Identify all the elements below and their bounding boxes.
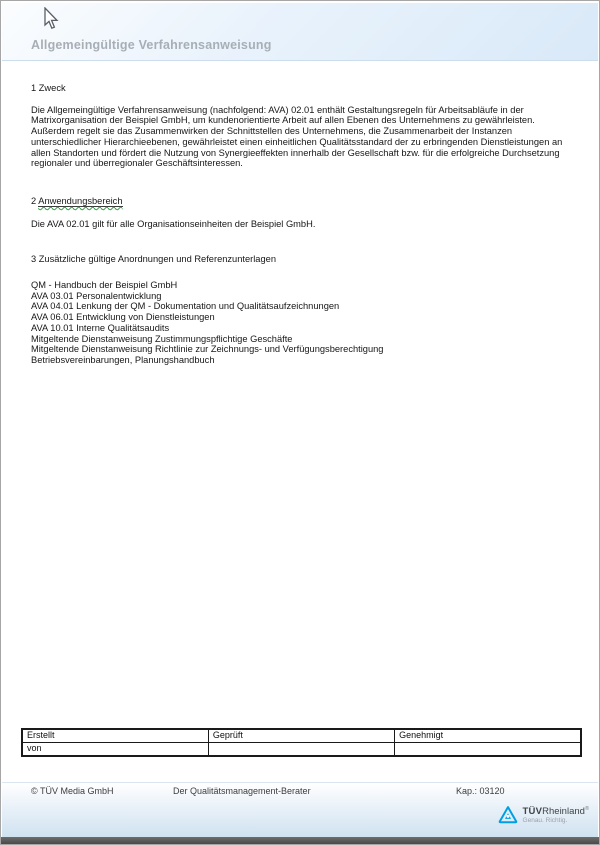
logo-registered-mark: ® [584, 806, 589, 812]
reference-item: Mitgeltende Dienstanweisung Richtlinie zur Zeichnungs- und Verfügungsberechtigung [31, 344, 384, 355]
table-cell-genehmigt-von[interactable] [395, 743, 581, 757]
reference-item: AVA 04.01 Lenkung der QM - Dokumentation und Qualitätsaufzeichnungen [31, 301, 340, 312]
tuv-rheinland-logo [498, 804, 589, 825]
page-title: Allgemeingültige Verfahrensanweisung [31, 38, 272, 52]
table-cell-geprueft-von[interactable] [208, 743, 394, 757]
section1-paragraph: Die Allgemeingültige Verfahrensanweisung (nachfolgend: AVA) 02.01 enthält Gestaltungsregeln für Arbeitsabläufe in der Matrixorganisation der Beispiel GmbH, um kundenorientierte Arbeit auf allen Ebenen des Unternehmens zu gewährleisten. Außerdem regelt sie das Zusammenwirken der Schnittstellen des Unternehmens, die Zusammenarbeit der Instanzen unterschiedlicher Hierarchieebenen, gewährleistet einen einheitlichen Qualitätsstandard der zu erbringenden Dienstleistungen an allen Standorten und fördert die Nutzung von Synergieeffekten innerhalb der Gesellschaft bzw. für die erfolgreiche Durchsetzung regionaler und überregionaler Geschäftsinteressen. [31, 104, 563, 169]
page-bottom-edge [1, 837, 599, 844]
section2-heading [31, 196, 574, 207]
signature-table-header-row [22, 729, 581, 743]
reference-item: Betriebsvereinbarungen, Planungshandbuch [31, 354, 215, 365]
signature-table-von-row [22, 743, 581, 757]
reference-item: QM - Handbuch der Beispiel GmbH [31, 280, 178, 291]
footer-publication-title: Der Qualitätsmanagement-Berater [173, 786, 311, 796]
table-header-genehmigt: Genehmigt [395, 729, 581, 743]
signature-table [21, 728, 582, 757]
table-header-erstellt: Erstellt [22, 729, 208, 743]
footer-copyright: © TÜV Media GmbH [31, 786, 114, 796]
section2-heading-number: 2 [31, 195, 39, 206]
logo-brand-name [523, 804, 589, 817]
section3-heading: 3 Zusätzliche gültige Anordnungen und Referenzunterlagen [31, 254, 276, 265]
reference-item: AVA 10.01 Interne Qualitätsaudits [31, 322, 170, 333]
section2-paragraph: Die AVA 02.01 gilt für alle Organisationseinheiten der Beispiel GmbH. [31, 218, 316, 229]
reference-item: AVA 06.01 Entwicklung von Dienstleistungen [31, 312, 215, 323]
tuv-triangle-icon [498, 805, 518, 824]
table-header-geprueft: Geprüft [208, 729, 394, 743]
reference-item: Mitgeltende Dienstanweisung Zustimmungspflichtige Geschäfte [31, 333, 293, 344]
table-cell-von[interactable]: von [22, 743, 208, 757]
logo-brand-bold: TÜV [522, 806, 543, 818]
section2-heading-text: Anwendungsbereich [38, 195, 123, 206]
page-footer [2, 782, 598, 837]
logo-brand-regular: Rheinland [542, 806, 585, 818]
document-body [1, 61, 599, 366]
section1-heading: 1 Zweck [31, 83, 66, 93]
logo-text-block [523, 804, 589, 825]
mouse-cursor-icon [41, 7, 59, 31]
footer-chapter-number: Kap.: 03120 [456, 786, 505, 796]
page-header [2, 3, 598, 61]
reference-item: AVA 03.01 Personalentwicklung [31, 290, 162, 301]
reference-list [31, 280, 574, 366]
logo-tagline: Genau. Richtig. [522, 817, 568, 825]
